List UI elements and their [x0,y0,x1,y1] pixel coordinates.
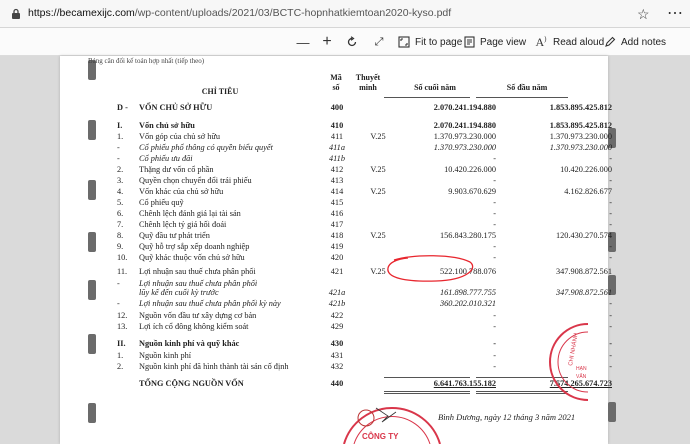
more-options-icon[interactable]: ⋯ [667,5,683,22]
read-aloud-label: Read aloud [553,36,605,48]
value-prior-year: - [609,351,612,360]
table-row [314,338,612,350]
row-code: 440 [330,379,344,388]
value-prior-year: - [609,362,612,371]
row-code: 415 [330,198,344,207]
url-host: https://becamexijc.com [28,7,135,19]
row-number: - [117,299,120,308]
value-current-year: 2.070.241.194.880 [433,121,496,130]
binder-hole [88,403,96,423]
row-code: 432 [330,362,344,371]
table-row [314,378,612,390]
address-bar [0,0,690,28]
expand-icon: ⤢ [374,35,384,48]
row-code: 416 [330,209,344,218]
row-number: 4. [117,187,124,196]
row-note: V.25 [370,132,386,141]
url-field[interactable] [28,7,451,19]
svg-text:HẠN: HẠN [576,366,587,372]
value-current-year: 2.070.241.194.880 [433,103,496,112]
row-title: Cổ phiếu ưu đãi [139,154,193,163]
fit-to-page-label: Fit to page [415,36,463,48]
zoom-in-button[interactable] [320,28,339,56]
plus-icon: + [322,33,332,50]
row-note: V.25 [370,187,386,196]
row-number: 7. [117,220,124,229]
row-number: 2. [117,362,124,371]
value-current-year: 360.202.010.321 [439,299,496,308]
row-title: Vốn góp của chủ sở hữu [139,132,221,141]
value-prior-year: 1.853.895.425.812 [549,103,612,112]
value-prior-year: 347.908.872.561 [555,288,612,297]
value-prior-year: - [609,311,612,320]
value-current-year: - [493,351,496,360]
value-prior-year: - [609,242,612,251]
binder-hole [88,120,96,140]
row-number: 8. [117,231,124,240]
row-number: D - [117,103,128,112]
value-current-year: 6.641.763.155.182 [433,379,496,388]
binder-hole [88,334,96,354]
row-title: TỔNG CỘNG NGUỒN VỐN [139,379,244,388]
row-title: Thặng dư vốn cổ phần [139,165,214,174]
row-code: 414 [330,187,344,196]
row-code: 429 [330,322,344,331]
value-current-year: - [493,209,496,218]
pen-icon [604,36,616,48]
row-code: 418 [330,231,344,240]
row-number: 6. [117,209,124,218]
page-view-label: Page view [480,36,527,48]
row-title: Quỹ khác thuộc vốn chủ sở hữu [139,253,245,262]
favorite-star-icon[interactable]: ☆ [637,6,650,22]
value-current-year: - [493,311,496,320]
value-prior-year: - [609,154,612,163]
value-current-year: 161.898.777.755 [439,288,496,297]
row-code: 411a [329,143,345,152]
zoom-out-button[interactable] [296,28,315,56]
value-prior-year: 1.853.895.425.812 [549,121,612,130]
row-number: 1. [117,132,124,141]
row-number: 11. [117,267,128,276]
fit-page-icon [398,36,410,48]
row-number: 13. [117,322,128,331]
row-code: 420 [330,253,344,262]
read-aloud-icon: A) [535,34,547,49]
row-title: Nguồn kinh phí đã hình thành tài sản cố định [139,362,289,371]
row-title: Nguồn kinh phí và quỹ khác [139,339,240,348]
url-path: /wp-content/uploads/2021/03/BCTC-hopnhatkiemtoan2020-kyso.pdf [134,7,452,19]
row-number: - [117,279,120,288]
row-code: 413 [330,176,344,185]
row-code: 421b [328,299,346,308]
row-code: 411 [330,132,344,141]
binder-hole [608,402,616,422]
row-code: 400 [330,103,344,112]
value-prior-year: - [609,220,612,229]
row-title: Nguồn kinh phí [139,351,192,360]
minus-icon: — [296,34,310,50]
value-current-year: - [493,176,496,185]
value-prior-year: - [609,339,612,348]
row-number: II. [117,339,126,348]
row-number: - [117,154,120,163]
row-number: 1. [117,351,124,360]
stamp-label: CÔNG TY [362,432,399,441]
document-caption: Bảng cân đối kế toán hợp nhất (tiếp theo) [88,57,205,65]
row-code: 419 [330,242,344,251]
header-so-dau-nam: Số đầu năm [506,83,548,92]
row-code: 410 [330,121,344,130]
value-current-year: - [493,154,496,163]
header-rule [384,97,470,98]
row-number: I. [117,121,123,130]
value-current-year: 10.420.226.000 [444,165,496,174]
value-prior-year: - [609,253,612,262]
highlight-circle-annotation [384,254,476,284]
value-prior-year: 10.420.226.000 [560,165,612,174]
row-title: Cổ phiếu quỹ [139,198,184,207]
value-prior-year: - [609,299,612,308]
fullscreen-button[interactable] [372,28,391,56]
row-title: Vốn chủ sở hữu [139,121,195,130]
row-number: 2. [117,165,124,174]
row-code: 421 [330,267,344,276]
value-prior-year: - [609,198,612,207]
row-title: Chênh lệch đánh giá lại tài sản [139,209,241,218]
header-thuyet-minh [348,73,388,93]
page-view-button[interactable] [464,28,526,56]
row-code: 431 [330,351,344,360]
rotate-icon [346,36,358,48]
table-row [314,321,612,333]
page-view-icon [464,36,475,48]
add-notes-label: Add notes [621,36,667,48]
row-code: 421a [328,288,346,297]
header-ma-so-line1: Mã [330,73,342,82]
value-prior-year: - [609,322,612,331]
header-so-cuoi-nam: Số cuối năm [414,83,456,92]
row-title: Nguồn vốn đầu tư xây dựng cơ bản [139,311,257,320]
svg-text:CHI NHÁNH: CHI NHÁNH [568,332,580,367]
value-prior-year: 7.574.265.674.723 [549,379,612,388]
rotate-button[interactable] [346,28,358,56]
header-ma-so-line2: số [332,83,340,92]
value-current-year: 522.100.788.076 [439,267,496,276]
value-current-year: - [493,362,496,371]
row-number: 9. [117,242,124,251]
binder-hole [88,280,96,300]
row-title: Cổ phiếu phổ thông có quyền biểu quyết [139,143,273,152]
total-double-rule [384,393,470,394]
value-current-year: 1.370.973.230.000 [433,132,496,141]
value-prior-year: 4.162.826.677 [564,187,612,196]
value-prior-year: - [609,176,612,185]
value-current-year: 1.370.973.230.000 [433,143,496,152]
row-note: V.25 [370,267,386,276]
value-current-year: - [493,242,496,251]
row-title: Lợi nhuận sau thuế chưa phân phối [139,279,258,288]
row-title: Quỹ hỗ trợ sắp xếp doanh nghiệp [139,242,250,251]
binder-hole [88,232,96,252]
value-current-year: - [493,253,496,262]
header-ma-so [322,73,350,93]
value-current-year: - [493,198,496,207]
row-note: V.25 [370,165,386,174]
footer-date: Bình Dương, ngày 12 tháng 3 năm 2021 [438,412,576,422]
row-title: Lợi ích cổ đông không kiểm soát [139,322,249,331]
row-code: 430 [330,339,344,348]
value-prior-year: - [609,209,612,218]
row-number: 3. [117,176,124,185]
row-title: VỐN CHỦ SỞ HỮU [139,103,213,112]
value-current-year: - [493,339,496,348]
row-title: lũy kế đến cuối kỳ trước [139,288,219,297]
row-title: Lợi nhuận sau thuế chưa phân phối [139,267,256,276]
value-current-year: 156.843.280.175 [439,231,496,240]
row-title: Quỹ đầu tư phát triển [139,231,210,240]
row-title: Quyền chọn chuyển đổi trái phiếu [139,176,252,185]
company-seal-side [548,322,590,402]
row-note: V.25 [370,231,386,240]
value-current-year: 9.903.670.629 [448,187,496,196]
header-thuyet-minh-line1: Thuyết [355,73,381,82]
row-number: 10. [117,253,128,262]
value-prior-year: 1.370.973.230.000 [549,132,612,141]
fit-to-page-button[interactable] [398,28,462,56]
row-number: 12. [117,311,128,320]
row-title: Lợi nhuận sau thuế chưa phân phối kỳ này [139,299,281,308]
table-row [314,361,612,373]
row-code: 411b [329,154,345,163]
value-prior-year: 120.430.270.574 [555,231,612,240]
header-thuyet-minh-line2: minh [359,83,377,92]
row-code: 412 [330,165,344,174]
header-rule [476,97,568,98]
add-notes-button[interactable] [604,28,666,56]
pdf-toolbar [0,28,690,56]
row-number: - [117,143,120,152]
value-current-year: - [493,322,496,331]
lock-icon[interactable] [10,8,22,20]
header-chi-tieu: CHỈ TIÊU [201,87,239,96]
row-title: Chênh lệch tỷ giá hối đoái [139,220,227,229]
row-title: Vốn khác của chủ sở hữu [139,187,224,196]
row-code: 422 [330,311,344,320]
table-row [314,298,612,310]
svg-text:VẤN: VẤN [576,374,587,380]
table-row [314,102,612,114]
value-prior-year: 347.908.872.561 [555,267,612,276]
total-rule [384,377,470,378]
value-current-year: - [493,220,496,229]
binder-hole [88,180,96,200]
read-aloud-button[interactable] [534,28,604,56]
row-number: 5. [117,198,124,207]
row-code: 417 [330,220,344,229]
total-double-rule [384,391,470,392]
value-prior-year: 1.370.973.230.000 [549,143,612,152]
